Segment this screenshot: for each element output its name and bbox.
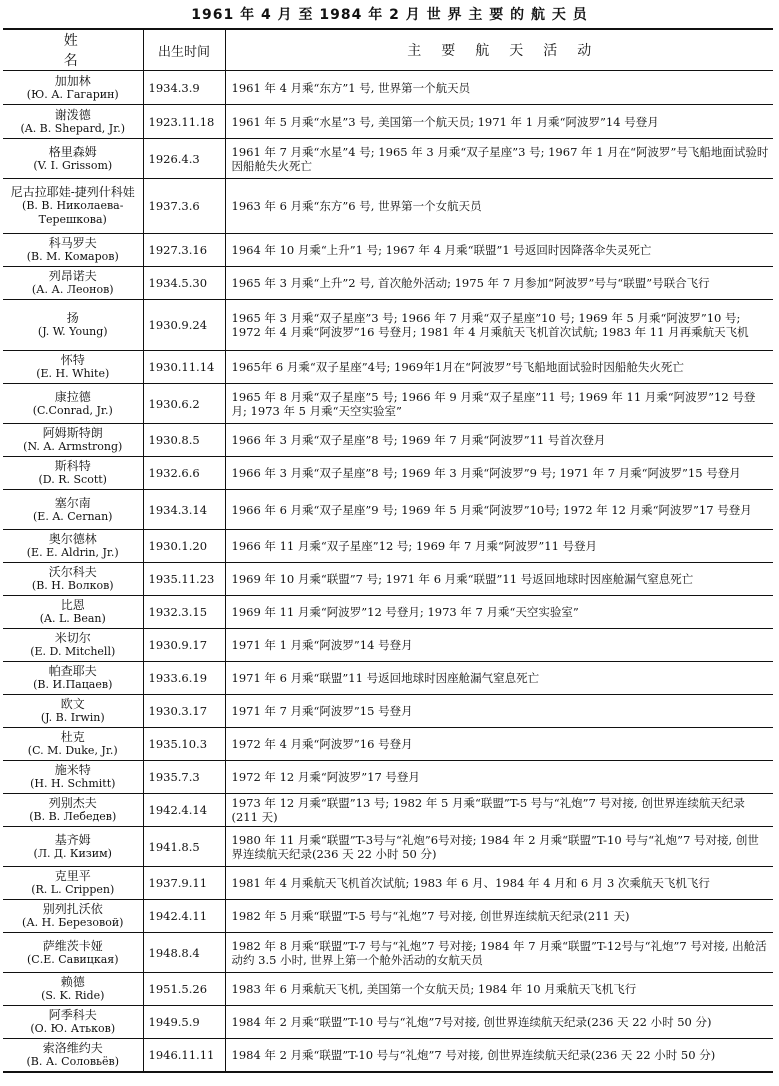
astronaut-name-cell	[3, 695, 143, 728]
birth-date: 1935.7.3	[143, 761, 225, 794]
astronaut-name-zh: 谢泼德	[54, 107, 91, 122]
astronaut-name-original: (В. В. Лебедев)	[29, 810, 117, 823]
astronaut-name-zh: 塞尔南	[54, 495, 91, 510]
mission-activities: 1961 年 5 月乘“水星”3 号, 美国第一个航天员; 1971 年 1 月乘“阿波罗”14 号登月	[225, 105, 773, 139]
birth-date: 1927.3.16	[143, 234, 225, 267]
birth-date: 1935.10.3	[143, 728, 225, 761]
astronaut-name-original: (Ю. А. Гагарин)	[26, 87, 119, 101]
birth-date: 1930.1.20	[143, 530, 225, 563]
astronaut-name-cell	[3, 761, 143, 794]
table-row	[3, 900, 773, 933]
astronaut-name-cell	[3, 973, 143, 1006]
table-row	[3, 490, 773, 530]
mission-activities: 1965 年 8 月乘“双子星座”5 号; 1966 年 9 月乘“双子星座”11 号; 1969 年 11 月乘“阿波罗”12 号登月; 1973 年 5 月乘“天空实验室”	[225, 384, 773, 424]
birth-date: 1951.5.26	[143, 973, 225, 1006]
astronaut-name-cell	[3, 300, 143, 351]
birth-date: 1946.11.11	[143, 1039, 225, 1072]
birth-date: 1930.9.24	[143, 300, 225, 351]
astronaut-name-cell	[3, 179, 143, 234]
astronaut-name-original: (Л. Д. Кизим)	[33, 846, 112, 860]
astronaut-name-original: (V. I. Grissom)	[33, 158, 113, 172]
astronaut-name-zh: 杜克	[60, 730, 85, 744]
astronaut-name-original: (J. B. Irwin)	[40, 711, 105, 724]
birth-date: 1941.8.5	[143, 827, 225, 867]
astronaut-name-zh: 科马罗夫	[48, 236, 97, 250]
astronaut-name-original: (С.Е. Савицкая)	[27, 952, 119, 966]
astronaut-name-zh: 比恩	[60, 598, 85, 612]
astronaut-name-original: (E. E. Aldrin, Jr.)	[26, 546, 119, 559]
astronaut-name-cell	[3, 563, 143, 596]
table-row	[3, 530, 773, 563]
astronaut-name-original: (C.Conrad, Jr.)	[32, 403, 113, 417]
header-activity: 主要航天活动	[225, 29, 773, 71]
astronaut-name-cell	[3, 1006, 143, 1039]
astronaut-name-original: (E. A. Cernan)	[33, 509, 113, 523]
mission-activities: 1965 年 3 月乘“双子星座”3 号; 1966 年 7 月乘“双子星座”10 号; 1969 年 5 月乘“阿波罗”10 号; 1972 年 4 月乘“阿波罗”16 号登月; 1981 年 4 月乘航天飞机首次试航; 1983 年 11 月再乘航天飞机	[225, 300, 773, 351]
table-row	[3, 794, 773, 827]
table-row	[3, 424, 773, 457]
astronaut-name-cell	[3, 629, 143, 662]
astronaut-name-original: (S. K. Ride)	[41, 989, 105, 1002]
table-row	[3, 827, 773, 867]
astronaut-name-original: (А. Н. Березовой)	[22, 916, 124, 929]
mission-activities: 1969 年 11 月乘“阿波罗”12 号登月; 1973 年 7 月乘“天空实验室”	[225, 596, 773, 629]
astronaut-name-cell	[3, 1039, 143, 1072]
astronaut-name-zh: 帕查耶夫	[48, 664, 97, 678]
table-row	[3, 71, 773, 105]
birth-date: 1948.8.4	[143, 933, 225, 973]
astronaut-name-zh: 克里平	[54, 869, 91, 883]
astronaut-name-original: (R. L. Crippen)	[31, 883, 115, 896]
astronaut-name-zh: 加加林	[54, 73, 91, 88]
astronaut-name-original: (В. М. Комаров)	[26, 250, 119, 263]
birth-date: 1926.4.3	[143, 139, 225, 179]
astronaut-name-zh: 斯科特	[54, 459, 91, 473]
astronaut-name-zh: 格里森姆	[48, 144, 97, 159]
table-row	[3, 139, 773, 179]
birth-date: 1933.6.19	[143, 662, 225, 695]
birth-date: 1932.6.6	[143, 457, 225, 490]
table-row	[3, 761, 773, 794]
birth-date: 1942.4.14	[143, 794, 225, 827]
mission-activities: 1971 年 1 月乘“阿波罗”14 号登月	[225, 629, 773, 662]
mission-activities: 1972 年 12 月乘“阿波罗”17 号登月	[225, 761, 773, 794]
birth-date: 1937.9.11	[143, 867, 225, 900]
birth-date: 1930.11.14	[143, 351, 225, 384]
table-title: 1961 年 4 月 至 1984 年 2 月 世 界 主 要 的 航 天 员	[191, 7, 588, 23]
astronaut-name-cell	[3, 351, 143, 384]
mission-activities: 1971 年 7 月乘“阿波罗”15 号登月	[225, 695, 773, 728]
astronaut-name-cell	[3, 105, 143, 139]
birth-date: 1930.8.5	[143, 424, 225, 457]
table-body	[3, 71, 773, 1072]
astronaut-name-cell	[3, 867, 143, 900]
astronaut-name-cell	[3, 234, 143, 267]
astronaut-name-cell	[3, 457, 143, 490]
table-row	[3, 1006, 773, 1039]
astronaut-name-cell	[3, 794, 143, 827]
mission-activities: 1982 年 5 月乘“联盟”T-5 号与“礼炮”7 号对接, 创世界连续航天纪录(211 天)	[225, 900, 773, 933]
astronaut-name-cell	[3, 530, 143, 563]
astronaut-name-original: (О. Ю. Атьков)	[30, 1022, 116, 1035]
astronaut-name-original: (В. В. Николаева-Терешкова)	[22, 199, 124, 226]
birth-date: 1949.5.9	[143, 1006, 225, 1039]
astronaut-name-zh: 基齐姆	[54, 832, 91, 847]
table-row	[3, 695, 773, 728]
table-row	[3, 1039, 773, 1072]
mission-activities: 1965 年 3 月乘“上升”2 号, 首次舱外活动; 1975 年 7 月参加“阿波罗”号与“联盟”号联合飞行	[225, 267, 773, 300]
astronaut-name-zh: 施米特	[54, 763, 91, 777]
astronaut-name-zh: 尼古拉耶娃-捷列什科娃	[10, 185, 135, 199]
table-row	[3, 629, 773, 662]
mission-activities: 1966 年 6 月乘“双子星座”9 号; 1969 年 5 月乘“阿波罗”10号; 1972 年 12 月乘“阿波罗”17 号登月	[225, 490, 773, 530]
astronaut-name-original: (D. R. Scott)	[38, 473, 107, 486]
mission-activities: 1972 年 4 月乘“阿波罗”16 号登月	[225, 728, 773, 761]
astronaut-name-cell	[3, 900, 143, 933]
table-row	[3, 384, 773, 424]
table-row	[3, 457, 773, 490]
astronaut-table	[3, 28, 773, 1073]
mission-activities: 1969 年 10 月乘“联盟”7 号; 1971 年 6 月乘“联盟”11 号返回地球时因座舱漏气窒息死亡	[225, 563, 773, 596]
mission-activities: 1966 年 3 月乘“双子星座”8 号; 1969 年 7 月乘“阿波罗”11 号首次登月	[225, 424, 773, 457]
table-row	[3, 596, 773, 629]
birth-date: 1942.4.11	[143, 900, 225, 933]
astronaut-name-original: (А. А. Леонов)	[31, 283, 114, 296]
astronaut-name-zh: 索洛维约夫	[42, 1040, 103, 1055]
astronaut-name-cell	[3, 827, 143, 867]
header-name: 姓名	[3, 29, 143, 71]
table-row	[3, 351, 773, 384]
table-row	[3, 234, 773, 267]
table-row	[3, 300, 773, 351]
mission-activities: 1980 年 11 月乘“联盟”T-3号与“礼炮”6号对接; 1984 年 2 月乘“联盟”T-10 号与“礼炮”7 号对接, 创世界连续航天纪录(236 天 22 小时 50 分)	[225, 827, 773, 867]
astronaut-name-cell	[3, 71, 143, 105]
mission-activities: 1981 年 4 月乘航天飞机首次试航; 1983 年 6 月、1984 年 4 月和 6 月 3 次乘航天飞机飞行	[225, 867, 773, 900]
astronaut-name-original: (A. B. Shepard, Jr.)	[20, 121, 126, 135]
mission-activities: 1966 年 3 月乘“双子星座”8 号; 1969 年 3 月乘“阿波罗”9 号; 1971 年 7 月乘“阿波罗”15 号登月	[225, 457, 773, 490]
birth-date: 1934.3.14	[143, 490, 225, 530]
astronaut-name-original: (E. D. Mitchell)	[30, 645, 116, 658]
astronaut-name-original: (В. Н. Волков)	[31, 579, 114, 592]
astronaut-name-cell	[3, 267, 143, 300]
table-row	[3, 973, 773, 1006]
birth-date: 1937.3.6	[143, 179, 225, 234]
astronaut-name-original: (E. H. White)	[36, 367, 110, 380]
astronaut-name-cell	[3, 596, 143, 629]
astronaut-name-cell	[3, 662, 143, 695]
birth-date: 1923.11.18	[143, 105, 225, 139]
astronaut-name-zh: 奥尔德林	[48, 532, 97, 546]
astronaut-name-zh: 萨维茨卡娅	[42, 938, 103, 953]
table-row	[3, 933, 773, 973]
table-row	[3, 563, 773, 596]
table-header-row	[3, 29, 773, 71]
mission-activities: 1966 年 11 月乘“双子星座”12 号; 1969 年 7 月乘“阿波罗”11 号登月	[225, 530, 773, 563]
astronaut-name-original: (J. W. Young)	[37, 325, 108, 338]
table-row	[3, 728, 773, 761]
birth-date: 1934.5.30	[143, 267, 225, 300]
astronaut-name-zh: 阿季科夫	[48, 1008, 97, 1022]
mission-activities: 1963 年 6 月乘“东方”6 号, 世界第一个女航天员	[225, 179, 773, 234]
astronaut-name-zh: 别列扎沃依	[42, 902, 103, 916]
astronaut-name-cell	[3, 384, 143, 424]
astronaut-name-cell	[3, 728, 143, 761]
astronaut-name-cell	[3, 139, 143, 179]
astronaut-name-zh: 欧文	[60, 697, 85, 711]
mission-activities: 1984 年 2 月乘“联盟”T-10 号与“礼炮”7 号对接, 创世界连续航天纪录(236 天 22 小时 50 分)	[225, 1039, 773, 1072]
birth-date: 1932.3.15	[143, 596, 225, 629]
header-born: 出生时间	[143, 29, 225, 71]
table-row	[3, 267, 773, 300]
astronaut-name-zh: 列别杰夫	[48, 796, 97, 810]
astronaut-name-zh: 扬	[66, 311, 79, 325]
astronaut-name-zh: 赖德	[60, 975, 85, 989]
birth-date: 1930.3.17	[143, 695, 225, 728]
astronaut-name-zh: 列昂诺夫	[48, 269, 97, 283]
birth-date: 1930.9.17	[143, 629, 225, 662]
astronaut-name-zh: 沃尔科夫	[48, 565, 97, 579]
astronaut-name-original: (N. A. Armstrong)	[23, 440, 123, 453]
mission-activities: 1971 年 6 月乘“联盟”11 号返回地球时因座舱漏气窒息死亡	[225, 662, 773, 695]
astronaut-name-cell	[3, 490, 143, 530]
astronaut-name-zh: 康拉德	[54, 389, 91, 404]
astronaut-name-original: (A. L. Bean)	[39, 612, 106, 625]
mission-activities: 1961 年 7 月乘“水星”4 号; 1965 年 3 月乘“双子星座”3 号; 1967 年 1 月在“阿波罗”号飞船地面试验时因船舱失火死亡	[225, 139, 773, 179]
mission-activities: 1983 年 6 月乘航天飞机, 美国第一个女航天员; 1984 年 10 月乘航天飞机飞行	[225, 973, 773, 1006]
birth-date: 1934.3.9	[143, 71, 225, 105]
astronaut-name-zh: 阿姆斯特朗	[42, 426, 103, 440]
table-row	[3, 179, 773, 234]
mission-activities: 1961 年 4 月乘“东方”1 号, 世界第一个航天员	[225, 71, 773, 105]
mission-activities: 1965年 6 月乘“双子星座”4号; 1969年1月在“阿波罗”号飞船地面试验时因船舱失火死亡	[225, 351, 773, 384]
mission-activities: 1982 年 8 月乘“联盟”T-7 号与“礼炮”7 号对接; 1984 年 7 月乘“联盟”T-12号与“礼炮”7 号对接, 出舱活动约 3.5 小时, 世界上第一个舱外活动的女航天员	[225, 933, 773, 973]
table-row	[3, 105, 773, 139]
astronaut-name-cell	[3, 933, 143, 973]
astronaut-name-zh: 米切尔	[54, 631, 91, 645]
astronaut-name-original: (В. А. Соловьёв)	[26, 1054, 120, 1068]
mission-activities: 1984 年 2 月乘“联盟”T-10 号与“礼炮”7号对接, 创世界连续航天纪录(236 天 22 小时 50 分)	[225, 1006, 773, 1039]
table-row	[3, 662, 773, 695]
astronaut-name-cell	[3, 424, 143, 457]
mission-activities: 1964 年 10 月乘“上升”1 号; 1967 年 4 月乘“联盟”1 号返回时因降落伞失灵死亡	[225, 234, 773, 267]
mission-activities: 1973 年 12 月乘“联盟”13 号; 1982 年 5 月乘“联盟”T-5 号与“礼炮”7 号对接, 创世界连续航天纪录(211 天)	[225, 794, 773, 827]
table-row	[3, 867, 773, 900]
astronaut-name-zh: 怀特	[60, 353, 85, 367]
birth-date: 1935.11.23	[143, 563, 225, 596]
astronaut-name-original: (H. H. Schmitt)	[30, 777, 116, 790]
astronaut-name-original: (C. M. Duke, Jr.)	[27, 744, 118, 757]
birth-date: 1930.6.2	[143, 384, 225, 424]
astronaut-name-original: (В. И.Пацаев)	[33, 678, 113, 691]
